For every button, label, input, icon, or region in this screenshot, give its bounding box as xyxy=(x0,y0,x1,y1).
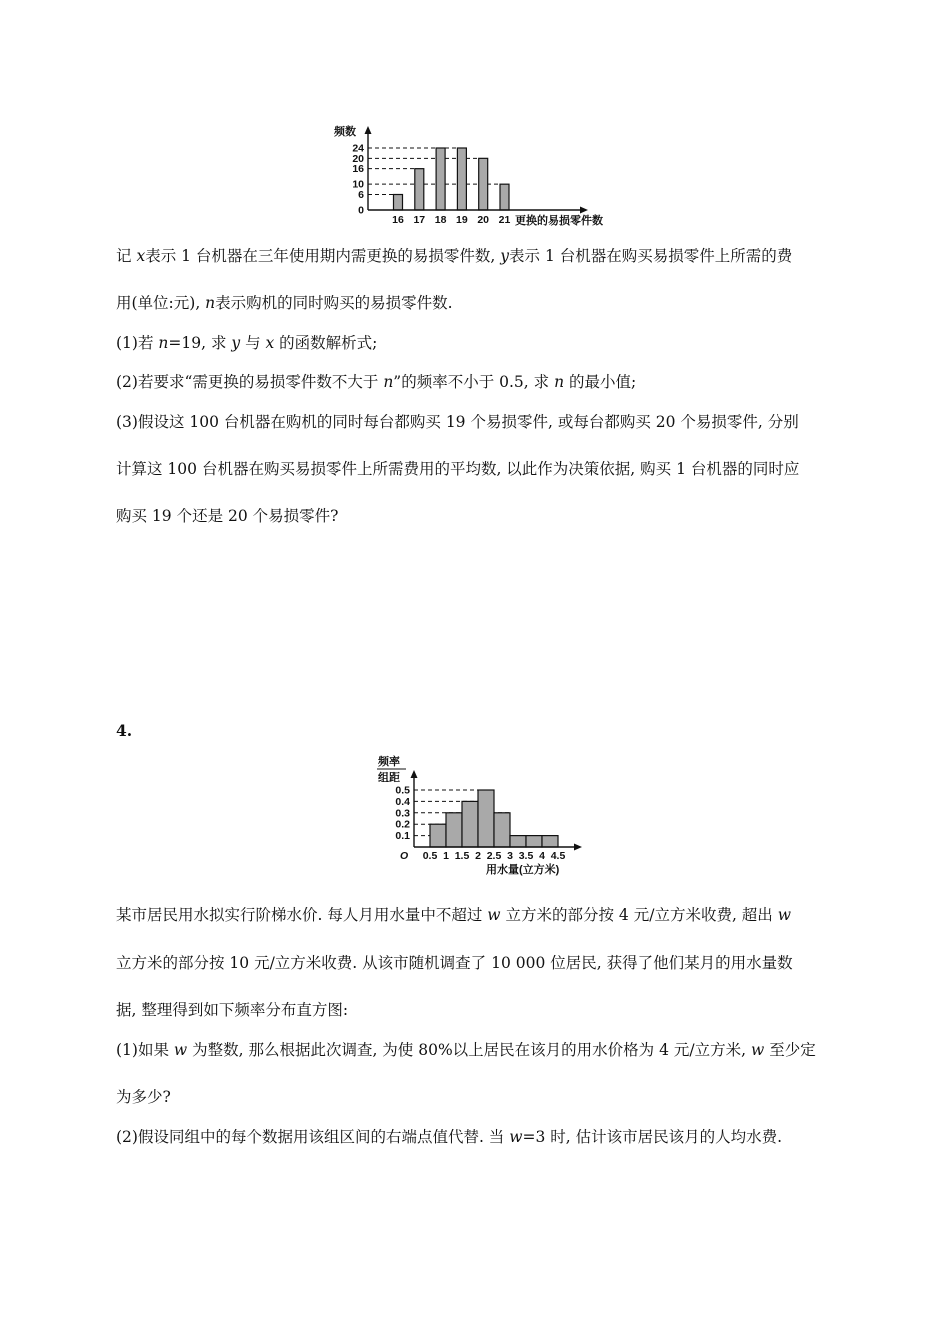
p4-question-1-line-1 xyxy=(116,1040,836,1060)
text: (2)假设同组中的每个数据用该组区间的右端点值代替. 当 xyxy=(116,1128,510,1146)
y-tick-label: 6 xyxy=(358,189,364,201)
bar-20 xyxy=(479,158,488,210)
var-w: w xyxy=(173,1041,188,1059)
bar-18 xyxy=(436,148,445,210)
histogram-bar xyxy=(446,813,462,847)
y-axis-arrow xyxy=(411,770,418,778)
x-tick-label: 1 xyxy=(443,850,449,862)
x-tick-label: 2 xyxy=(475,850,481,862)
text: =3 时, 估计该市居民该月的人均水费. xyxy=(522,1128,783,1146)
histogram-bar xyxy=(526,836,542,847)
text: 表示购机的同时购买的易损零件数. xyxy=(215,294,453,312)
x-axis-label: 更换的易损零件数 xyxy=(515,215,603,227)
histogram-bar xyxy=(542,836,558,847)
y-axis-label-top: 频率 xyxy=(378,756,400,768)
y-axis-label-bottom: 组距 xyxy=(378,772,400,784)
p3-line-1 xyxy=(116,246,836,266)
x-axis-arrow xyxy=(574,844,582,851)
text: 的函数解析式; xyxy=(274,334,378,352)
p3-question-3-line-3: 购买 19 个还是 20 个易损零件? xyxy=(116,507,339,525)
y-tick-label: 0.1 xyxy=(395,830,410,843)
var-n: n xyxy=(554,373,565,391)
x-tick-label: 2.5 xyxy=(486,850,502,862)
p3-question-3-line-2: 计算这 100 台机器在购买易损零件上所需费用的平均数, 以此作为决策依据, 购买 1 台机器的同时应 xyxy=(116,460,800,478)
p4-line-1 xyxy=(116,905,836,925)
text: =19, 求 xyxy=(168,334,232,352)
var-n: n xyxy=(158,334,169,352)
var-x: x xyxy=(136,247,146,265)
bar-21 xyxy=(500,184,509,210)
var-w: w xyxy=(487,906,501,924)
var-w: w xyxy=(509,1128,523,1146)
x-tick-label: 4 xyxy=(539,850,545,862)
var-n: n xyxy=(205,294,216,312)
x-tick-label: 3 xyxy=(507,850,513,862)
text: ”的频率不小于 0.5, 求 xyxy=(393,373,555,391)
origin-label: O xyxy=(400,850,409,862)
text: (2)若要求“需更换的易损零件数不大于 xyxy=(116,373,384,391)
var-y: y xyxy=(231,334,241,352)
p4-line-2: 立方米的部分按 10 元/立方米收费. 从该市随机调查了 10 000 位居民, 获得了他们某月的用水量数 xyxy=(116,954,793,972)
histogram-bar xyxy=(430,824,446,847)
var-w: w xyxy=(750,1041,765,1059)
var-w: w xyxy=(777,906,792,924)
x-tick-label: 20 xyxy=(477,214,490,226)
var-y: y xyxy=(500,247,510,265)
problem-4-number: 4. xyxy=(116,721,133,740)
y-axis-label: 频数 xyxy=(334,126,356,138)
x-tick-label: 19 xyxy=(456,214,468,226)
text: 某市居民用水拟实行阶梯水价. 每人月用水量中不超过 xyxy=(116,906,488,924)
y-tick-label: 0.2 xyxy=(395,818,410,831)
histogram-bar xyxy=(462,801,478,847)
x-tick-label: 1.5 xyxy=(454,850,470,862)
text: 立方米的部分按 4 元/立方米收费, 超出 xyxy=(500,906,778,924)
p4-line-3: 据, 整理得到如下频率分布直方图: xyxy=(116,1001,349,1019)
x-tick-label: 3.5 xyxy=(518,850,534,862)
y-tick-label: 0.3 xyxy=(395,807,410,820)
x-tick-label: 17 xyxy=(413,214,426,226)
bar-17 xyxy=(415,169,424,210)
x-tick-label: 4.5 xyxy=(550,850,566,862)
bar-19 xyxy=(457,148,466,210)
text: 表示 1 台机器在三年使用期内需更换的易损零件数, xyxy=(145,247,501,265)
y-tick-label: 0.5 xyxy=(395,784,410,797)
text: 表示 1 台机器在购买易损零件上所需的费 xyxy=(509,247,793,265)
x-axis-arrow xyxy=(580,207,588,214)
text: 至少定 xyxy=(764,1041,816,1059)
histogram-bar xyxy=(494,813,510,847)
text: 与 xyxy=(240,334,266,352)
p3-line-2 xyxy=(116,293,836,313)
p4-question-1-line-2: 为多少? xyxy=(116,1088,171,1106)
p3-question-3-line-1: (3)假设这 100 台机器在购机的同时每台都购买 19 个易损零件, 或每台都购买 20 个易损零件, 分别 xyxy=(116,413,799,431)
var-x: x xyxy=(265,334,275,352)
p3-question-2 xyxy=(116,372,836,392)
x-axis-label: 用水量(立方米) xyxy=(486,864,560,876)
y-tick-label: 10 xyxy=(352,178,364,191)
y-axis-arrow xyxy=(365,126,372,134)
frequency-bar-chart xyxy=(330,122,630,230)
x-tick-label: 21 xyxy=(498,214,511,226)
text: (1)若 xyxy=(116,334,159,352)
histogram-bar xyxy=(478,790,494,847)
x-tick-label: 18 xyxy=(434,214,447,226)
text: (1)如果 xyxy=(116,1041,174,1059)
y-tick-label: 20 xyxy=(352,152,364,165)
p4-question-2 xyxy=(116,1127,836,1147)
x-tick-label: 0.5 xyxy=(422,850,438,862)
var-n: n xyxy=(383,373,394,391)
text: 为整数, 那么根据此次调查, 为使 80%以上居民在该月的用水价格为 4 元/立方米, xyxy=(187,1041,751,1059)
y-tick-label: 16 xyxy=(352,163,364,176)
y-tick-label: 0.4 xyxy=(395,795,410,808)
x-tick-label: 16 xyxy=(392,214,404,226)
y-tick-label: 0 xyxy=(358,204,364,217)
text: 用(单位:元), xyxy=(116,294,206,312)
text: 的最小值; xyxy=(564,373,637,391)
histogram-bar xyxy=(510,836,526,847)
text: 记 xyxy=(116,247,137,265)
bar-16 xyxy=(394,195,403,211)
p3-question-1 xyxy=(116,333,836,353)
water-usage-histogram xyxy=(370,752,600,878)
y-tick-label: 24 xyxy=(352,142,364,155)
